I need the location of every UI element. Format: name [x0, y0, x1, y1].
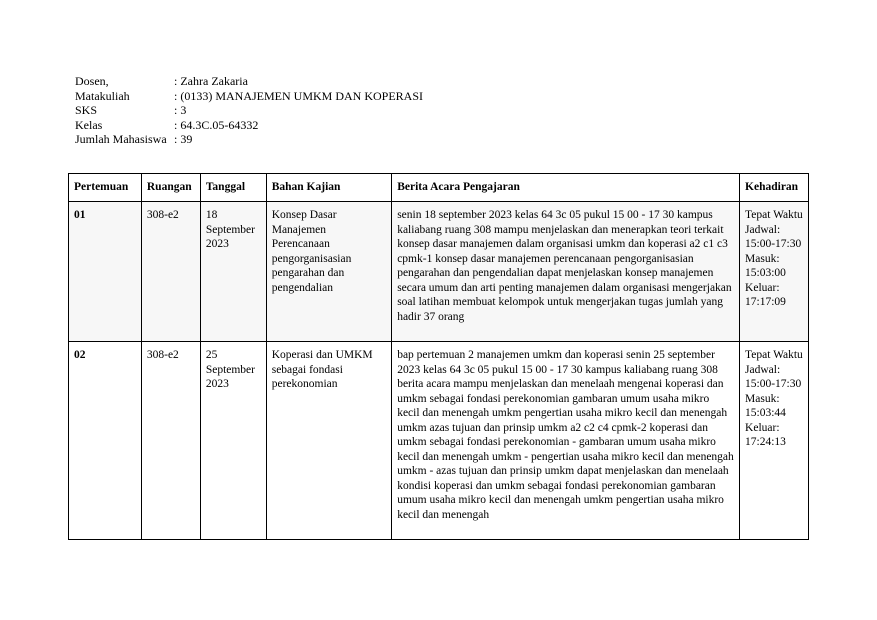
cell-bahan-kajian: Konsep Dasar Manajemen Perencanaan pengorganisasian pengarahan dan pengendalian — [266, 202, 391, 342]
table-header-row — [69, 174, 809, 202]
column-header-ruangan: Ruangan — [141, 174, 200, 202]
attendance-status: Tepat Waktu — [745, 349, 803, 361]
cell-berita-acara: senin 18 september 2023 kelas 64 3c 05 pukul 15 00 - 17 30 kampus kaliabang ruang 308 mampu menjelaskan dan menerapkan teori terkait konsep dasar manajemen dalam organisasi umkm dan koperasi a2 c1 c3 cpmk-1 konsep dasar manajemen perencanaan pengorganisasian pengarahan dan pengendalian dapat menjelaskan konsep manajemen secara umum dan arti penting manajemen dalam organisasi mengerjakan soal latihan membuat kelompok untuk mengerjakan tugas jumlah yang hadir 37 orang — [392, 202, 740, 342]
cell-tanggal: 25 September 2023 — [200, 342, 266, 540]
schedule-label: Jadwal: — [745, 363, 781, 376]
cell-berita-acara: bap pertemuan 2 manajemen umkm dan koperasi senin 25 september 2023 kelas 64 3c 05 pukul 15 00 - 17 30 kampus kaliabang ruang 308 berita acara mampu menjelaskan dan menelaah mengenai koperasi dan umkm sebagai fondasi perekonomian gambaran umum usaha mikro kecil dan menengah umkm pengertian usaha mikro kecil dan menengah umkm azas tujuan dan prinsip umkm a2 c2 c4 cpmk-2 koperasi dan umkm sebagai fondasi perekonomian - gambaran umum usaha mikro kecil dan menengah umkm - pengertian usaha mikro kecil dan menengah umkm - azas tujuan dan prinsip umkm dapat menjelaskan dan menelaah kondisi koperasi dan umkm sebagai fondasi perekonomian gambaran umum usaha mikro kecil dan menengah umkm pengertian usaha mikro kecil dan menengah — [392, 342, 740, 540]
cell-kehadiran — [740, 202, 809, 342]
info-label: SKS — [75, 103, 98, 117]
column-header-tanggal: Tanggal — [200, 174, 266, 202]
column-header-kehadiran: Kehadiran — [740, 174, 809, 202]
column-header-pertemuan: Pertemuan — [69, 174, 142, 202]
course-info — [75, 74, 423, 147]
info-row-dosen — [75, 74, 423, 89]
schedule-label: Jadwal: — [745, 223, 781, 236]
cell-ruangan: 308-e2 — [141, 342, 200, 540]
check-in-value: 15:03:00 — [745, 267, 786, 279]
info-value: : 3 — [174, 103, 187, 117]
info-value: : 64.3C.05-64332 — [174, 117, 259, 132]
info-label: Jumlah Mahasiswa — [75, 132, 167, 146]
info-value: : 39 — [174, 132, 193, 146]
info-value: : Zahra Zakaria — [174, 74, 248, 88]
cell-pertemuan: 02 — [69, 342, 142, 540]
check-out-value: 17:17:09 — [745, 296, 786, 308]
check-out-value: 17:24:13 — [745, 436, 786, 448]
cell-tanggal: 18 September 2023 — [200, 202, 266, 342]
check-out-label: Keluar: — [745, 281, 780, 294]
teaching-log-table — [68, 173, 809, 540]
schedule-value: 15:00-17:30 — [745, 238, 802, 250]
table-row — [69, 202, 809, 342]
column-header-berita-acara: Berita Acara Pengajaran — [392, 174, 740, 202]
info-label: Matakuliah — [75, 88, 130, 103]
info-value: : (0133) MANAJEMEN UMKM DAN KOPERASI — [174, 88, 424, 103]
info-row-jumlah-mahasiswa — [75, 132, 423, 147]
check-in-value: 15:03:44 — [745, 407, 786, 419]
info-label: Dosen, — [75, 74, 109, 88]
info-row-sks — [75, 103, 423, 118]
cell-ruangan: 308-e2 — [141, 202, 200, 342]
cell-bahan-kajian: Koperasi dan UMKM sebagai fondasi perekonomian — [266, 342, 391, 540]
table-row — [69, 342, 809, 540]
check-out-label: Keluar: — [745, 421, 780, 434]
attendance-status: Tepat Waktu — [745, 209, 803, 221]
schedule-value: 15:00-17:30 — [745, 378, 802, 390]
column-header-bahan-kajian: Bahan Kajian — [266, 174, 391, 202]
cell-kehadiran — [740, 342, 809, 540]
check-in-label: Masuk: — [745, 252, 780, 265]
cell-pertemuan: 01 — [69, 202, 142, 342]
info-row-kelas — [75, 118, 423, 133]
info-label: Kelas — [75, 117, 103, 132]
info-row-matakuliah — [75, 89, 423, 104]
check-in-label: Masuk: — [745, 392, 780, 405]
